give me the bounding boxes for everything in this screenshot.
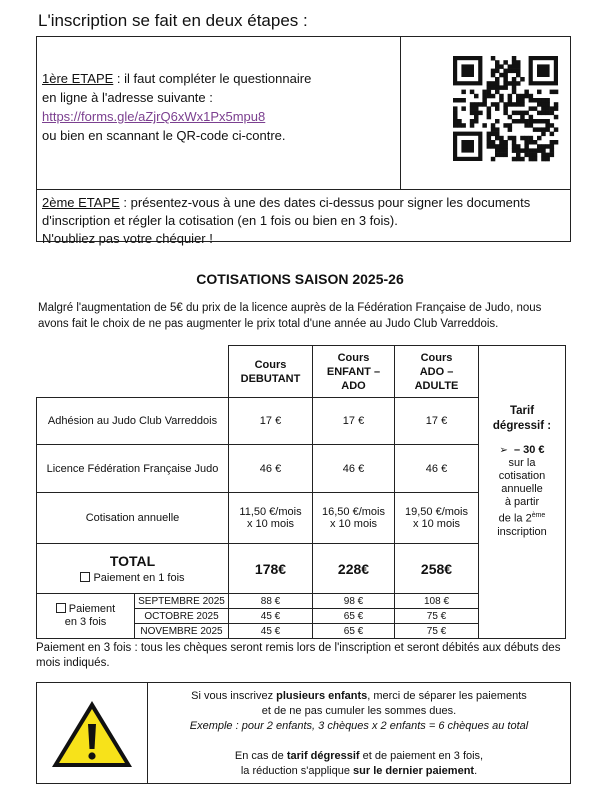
divider bbox=[37, 189, 570, 190]
checkbox-icon bbox=[56, 603, 66, 613]
cell: 75 € bbox=[395, 624, 479, 639]
intro-paragraph: Malgré l'augmentation de 5€ du prix de la licence auprès de la Fédération Française de Judo, nous avons fait le choix de ne pas augmenter le prix total d'une année au Judo Club Varreddois. bbox=[38, 302, 542, 330]
cell: 88 € bbox=[229, 594, 313, 609]
total-label: TOTAL Paiement en 1 fois bbox=[37, 544, 229, 594]
step2-label: 2ème ETAPE bbox=[42, 195, 120, 210]
header-ado-adulte: Cours ADO – ADULTE bbox=[395, 346, 479, 398]
total-value: 178€ bbox=[229, 544, 313, 594]
cell: 16,50 €/mois x 10 mois bbox=[313, 493, 395, 544]
step1-text bbox=[42, 69, 392, 145]
warning-icon bbox=[49, 698, 135, 775]
divider bbox=[400, 37, 401, 189]
month-label: NOVEMBRE 2025 bbox=[135, 624, 229, 639]
cell: 46 € bbox=[395, 445, 479, 493]
intro-heading: L'inscription se fait en deux étapes : bbox=[38, 11, 308, 30]
empty-cell bbox=[37, 346, 229, 398]
cell: 45 € bbox=[229, 624, 313, 639]
tarif-degressif-cell bbox=[479, 346, 566, 639]
cell: 108 € bbox=[395, 594, 479, 609]
qr-code-graphic bbox=[425, 52, 570, 170]
arrow-bullet-icon: ➢ bbox=[499, 445, 508, 456]
total-value: 258€ bbox=[395, 544, 479, 594]
cell: 75 € bbox=[395, 609, 479, 624]
step2-line1: : présentez-vous à une des dates ci-dessus pour signer les documents bbox=[119, 195, 531, 210]
installment-label: Paiement en 3 fois bbox=[37, 594, 135, 639]
cell: 46 € bbox=[229, 445, 313, 493]
step2-line2: d'inscription et régler la cotisation (en 1 fois ou bien en 3 fois). bbox=[42, 213, 398, 228]
cell: 45 € bbox=[229, 609, 313, 624]
cell: 98 € bbox=[313, 594, 395, 609]
step2-text bbox=[42, 194, 567, 248]
total-value: 228€ bbox=[313, 544, 395, 594]
step2-line3: N'oubliez pas votre chéquier ! bbox=[42, 231, 213, 246]
tarif-degressif-details: ➢ – 30 € sur la cotisation annuelle à partir de la 2ème inscription bbox=[497, 444, 547, 538]
header-enfant-ado: Cours ENFANT – ADO bbox=[313, 346, 395, 398]
cell: 65 € bbox=[313, 624, 395, 639]
checkbox-icon bbox=[80, 572, 90, 582]
step1-line2: en ligne à l'adresse suivante : bbox=[42, 90, 213, 105]
table-header-row bbox=[37, 346, 566, 398]
section-title: COTISATIONS SAISON 2025-26 bbox=[196, 271, 404, 287]
form-link[interactable]: https://forms.gle/aZjrQ6xWx1Px5mpu8 bbox=[42, 109, 266, 124]
installment-note: Paiement en 3 fois : tous les chèques seront remis lors de l'inscription et seront débités aux débuts des mois indiqués. bbox=[36, 642, 561, 669]
step1-line1: : il faut compléter le questionnaire bbox=[113, 71, 312, 86]
warning-text: Si vous inscrivez plusieurs enfants, merci de séparer les paiements et de ne pas cumuler les sommes dues. Exemple : pour 2 enfants, 3 chèques x 2 enfants = 6 chèques au total En cas de tarif dégressif et de paiement en 3 fois, la réduction s'applique sur le dernier paiement. bbox=[189, 690, 529, 777]
month-label: OCTOBRE 2025 bbox=[135, 609, 229, 624]
header-debutant: Cours DEBUTANT bbox=[229, 346, 313, 398]
cell: 65 € bbox=[313, 609, 395, 624]
divider bbox=[147, 683, 148, 783]
steps-box bbox=[36, 36, 571, 246]
qr-code bbox=[425, 52, 570, 175]
cell: 46 € bbox=[313, 445, 395, 493]
step1-label: 1ère ETAPE bbox=[42, 71, 114, 86]
step1-line3: ou bien en scannant le QR-code ci-contre. bbox=[42, 128, 286, 143]
row-label: Licence Fédération Française Judo bbox=[37, 445, 229, 493]
row-label: Adhésion au Judo Club Varreddois bbox=[37, 398, 229, 445]
tarif-degressif-title: Tarif dégressif : bbox=[492, 405, 552, 432]
cell: 19,50 €/mois x 10 mois bbox=[395, 493, 479, 544]
cell: 17 € bbox=[229, 398, 313, 445]
fees-table bbox=[36, 345, 566, 639]
warning-box bbox=[36, 682, 571, 784]
cell: 17 € bbox=[313, 398, 395, 445]
row-label: Cotisation annuelle bbox=[37, 493, 229, 544]
month-label: SEPTEMBRE 2025 bbox=[135, 594, 229, 609]
cell: 11,50 €/mois x 10 mois bbox=[229, 493, 313, 544]
cell: 17 € bbox=[395, 398, 479, 445]
